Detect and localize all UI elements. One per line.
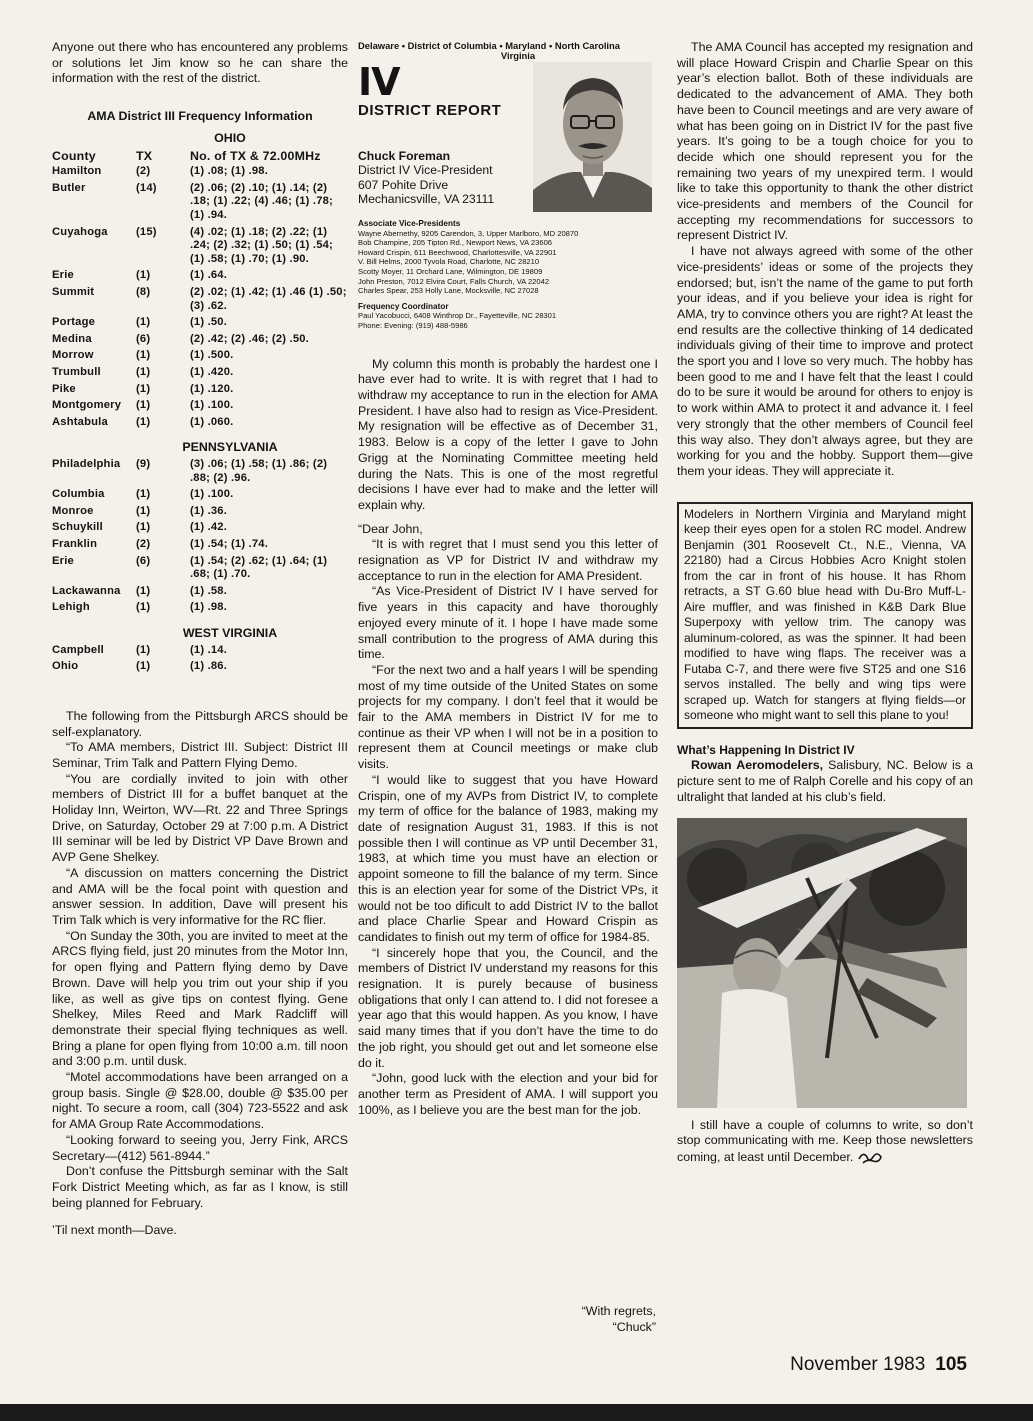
body-paragraph: “As Vice-President of District IV I have served for five years in this capacity and have thoroughly enjoyed every minute of it. I hope I have made some small contribution to the progress of AMA during this time.	[358, 584, 658, 662]
body-paragraph: The AMA Council has accepted my resignation and will place Howard Crispin and Charlie Spear on this year’s election ballot. Both of these individuals are dedicated to the advancement of AMA. They both have been to Council meetings and are very aware of what has been going on in District IV for the past five years. It’s going to be a tough choice for you to decide which one should represent you for the remaining two years of my unexpired term. I would like to take this opportunity to thank the other district vice-presidents and members of the Council for accepting my recommendations for successors to represent District IV.	[677, 40, 973, 243]
cell-tx: (14)	[136, 181, 157, 194]
table-row	[52, 458, 348, 488]
associate-vp-line: Charles Spear, 253 Holly Lane, Mocksville, NC 27028	[358, 286, 539, 296]
cell-tx: (8)	[136, 285, 151, 298]
table-header-row	[52, 149, 348, 166]
associate-vp-line: Bob Champine, 205 Tipton Rd., Newport News, VA 23606	[358, 238, 553, 248]
pennsylvania-rows	[52, 458, 348, 618]
happening-heading: What’s Happening In District IV	[677, 742, 855, 757]
cell-tx: (1)	[136, 365, 151, 378]
cell-num: (1) .420.	[190, 365, 234, 378]
cell-tx: (6)	[136, 554, 151, 567]
header-tx: TX	[136, 148, 153, 163]
cell-tx: (1)	[136, 316, 151, 329]
associate-vp-line: V. Bill Helms, 2000 Tyvola Road, Charlotte, NC 28210	[358, 257, 540, 267]
closing-paragraph	[677, 1118, 973, 1166]
cell-num: (1) .100.	[190, 488, 234, 501]
intro-paragraph: Anyone out there who has encountered any problems or solutions let Jim know so he can share the information with the rest of the district.	[52, 40, 348, 86]
table-row	[52, 349, 348, 366]
cell-tx: (1)	[136, 349, 151, 362]
cell-tx: (1)	[136, 504, 151, 517]
cell-tx: (1)	[136, 269, 151, 282]
body-paragraph: The following from the Pittsburgh ARCS should be self-explanatory.	[52, 708, 348, 739]
page-footer	[790, 1354, 967, 1376]
signature-flourish-icon	[857, 1149, 883, 1165]
frequency-title: AMA District III Frequency Information	[87, 109, 313, 124]
cell-num: (1) .98.	[190, 601, 228, 614]
table-row	[52, 521, 348, 538]
vp-name: Chuck Foreman	[358, 148, 451, 163]
happening-paragraph	[677, 758, 973, 805]
table-row	[52, 488, 348, 505]
closing-text: I still have a couple of columns to write, so don’t stop communicating with me. Keep those newsletters coming, at least until December.	[677, 1117, 973, 1164]
cell-county: Portage	[52, 316, 96, 329]
cell-county: Campbell	[52, 643, 104, 656]
associate-vps-heading: Associate Vice-Presidents	[358, 219, 461, 229]
cell-county: Hamilton	[52, 165, 102, 178]
cell-county: Butler	[52, 181, 86, 194]
body-paragraph: Don’t confuse the Pittsburgh seminar with the Salt Fork District Meeting which, as far as I know, is still being planned for February.	[52, 1164, 348, 1210]
cell-county: Columbia	[52, 488, 105, 501]
cell-num: (1) .86.	[190, 660, 228, 673]
table-row	[52, 286, 348, 316]
cell-tx: (2)	[136, 537, 151, 550]
cell-num: (1) .54; (2) .62; (1) .64; (1) .68; (1) .70.	[190, 554, 328, 581]
cell-num: (1) .36.	[190, 504, 228, 517]
body-paragraph: “Looking forward to seeing you, Jerry Fink, ARCS Secretary—(412) 561-8944.”	[52, 1132, 348, 1163]
body-paragraph: “Motel accommodations have been arranged on a group basis. Single @ $28.00, double @ $35.00 per night. To secure a room, call (304) 723-5522 and ask for AMA Group Rate Accommodations.	[52, 1070, 348, 1132]
vp-title: District IV Vice-President	[358, 163, 493, 178]
cell-num: (1) .08; (1) .98.	[190, 165, 269, 178]
west-virginia-rows	[52, 644, 348, 677]
body-paragraph: “To AMA members, District III. Subject: District III Seminar, Trim Talk and Pattern Flying Demo.	[52, 740, 348, 770]
table-row	[52, 538, 348, 555]
frequency-table-ohio	[52, 149, 348, 433]
cell-num: (4) .02; (1) .18; (2) .22; (1) .24; (2) .32; (1) .50; (1) .54; (1) .58; (1) .70; (1) .90.	[190, 225, 333, 265]
cell-num: (1) .42.	[190, 521, 228, 534]
cell-county: Monroe	[52, 504, 94, 517]
cell-county: Erie	[52, 269, 74, 282]
body-paragraph: “On Sunday the 30th, you are invited to meet at the ARCS flying field, just 20 minutes from the Motor Inn, for open flying and Pattern flying demo by Dave Brown. Dave will help you trim out your ship if you like, as well as give tips on contest flying. Gene Shelkey, Miles Reed and Mark Radcliff will demonstrate their special flying techniques as well. Bring a plane for open flying from 10:00 a.m. till noon and 3:00 p.m. until dusk.	[52, 928, 348, 1069]
cell-tx: (1)	[136, 399, 151, 412]
district-numeral: IV	[358, 60, 400, 104]
table-row	[52, 165, 348, 182]
cell-tx: (15)	[136, 225, 157, 238]
ohio-rows	[52, 165, 348, 432]
table-row	[52, 585, 348, 602]
cell-county: Trumbull	[52, 365, 101, 378]
frequency-coordinator-line: Paul Yacobucci, 6408 Winthrop Dr., Fayetteville, NC 28301	[358, 311, 557, 321]
table-row	[52, 383, 348, 400]
table-row	[52, 644, 348, 661]
vp-portrait-photo	[533, 62, 652, 212]
body-paragraph: “I sincerely hope that you, the Council, and the members of District IV understand my reasons for this resignation. It is purely because of business obligations that only I can attend to. I did not foresee a year ago that this would happen. As you know, I have said many times that if you don’t have the time to do the job right, you should get out and let someone else do it.	[358, 945, 658, 1070]
header-county: County	[52, 148, 96, 163]
cell-tx: (2)	[136, 165, 151, 178]
signoff-line: “Chuck”	[612, 1319, 656, 1334]
vp-address-line: Mechanicsville, VA 23111	[358, 192, 495, 207]
body-paragraph: “John, good luck with the election and your bid for another term as President of AMA. I will support you 100%, as I believe you are the best man for the job.	[358, 1071, 658, 1117]
associate-vp-line: Wayne Abernethy, 9205 Carendon, 3, Upper Marlboro, MD 20870	[358, 228, 579, 238]
associate-vp-line: John Preston, 7012 Elvira Court, Falls Church, VA 22042	[358, 276, 550, 286]
cell-county: Morrow	[52, 349, 94, 362]
page-number: 105	[935, 1354, 967, 1375]
letter-salutation: “Dear John,	[358, 521, 423, 536]
closing-line: ’Til next month—Dave.	[52, 1223, 177, 1238]
body-paragraph: “For the next two and a half years I will be spending most of my time outside of the United States on some projects for my company. I don’t feel that it would be fair to the AMA members in District IV for me to continue as their VP when I will not be in a position to represent them at Council meetings or make club visits.	[358, 662, 658, 772]
vp-address-line: 607 Pohite Drive	[358, 177, 449, 192]
column-3	[677, 40, 973, 1166]
cell-county: Philadelphia	[52, 458, 121, 471]
cell-num: (1) .14.	[190, 643, 228, 656]
cell-num: (1) .060.	[190, 415, 234, 428]
cell-tx: (1)	[136, 643, 151, 656]
associate-vp-line: Scotty Moyer, 11 Orchard Lane, Wilmington, DE 19809	[358, 267, 543, 277]
cell-county: Summit	[52, 285, 95, 298]
letter-signoff	[556, 1304, 656, 1335]
table-row	[52, 601, 348, 618]
table-row	[52, 505, 348, 522]
frequency-table-pennsylvania	[52, 458, 348, 618]
cell-num: (1) .500.	[190, 349, 234, 362]
cell-num: (1) .64.	[190, 269, 228, 282]
frequency-coordinator-heading: Frequency Coordinator	[358, 301, 449, 311]
cell-county: Lackawanna	[52, 584, 121, 597]
cell-num: (1) .120.	[190, 382, 234, 395]
cell-tx: (1)	[136, 584, 151, 597]
table-row	[52, 316, 348, 333]
body-paragraph: “I would like to suggest that you have Howard Crispin, one of my AVPs from District IV, to complete my term of office for the balance of 1983, making my date of resignation August 31, 1983. If this is not possible then I will continue as VP until December 31, 1983, at which time you must have an election or appoint someone to fill the balance of my term. Since this is an election year for some of the District VPs, it would not be too dificult to add District IV to the ballot and place Charlie Spear and Howard Crispin as candidates to finish out my term of office for 1984-85.	[358, 772, 658, 944]
column-2	[358, 40, 658, 1118]
table-row	[52, 269, 348, 286]
body-paragraph: “A discussion on matters concerning the District and AMA will be the focal point with question and answer session. In addition, Dave will present his Trim Talk which is very informative for the RC flier.	[52, 865, 348, 927]
district-states-line: Delaware • District of Columbia • Maryland • North Carolina	[358, 40, 620, 51]
cell-county: Franklin	[52, 537, 98, 550]
table-row	[52, 555, 348, 585]
cell-county: Medina	[52, 332, 92, 345]
signoff-line: “With regrets,	[581, 1304, 656, 1318]
cell-tx: (1)	[136, 660, 151, 673]
table-row	[52, 416, 348, 433]
cell-county: Ashtabula	[52, 415, 108, 428]
frequency-coordinator-line: Phone: Evening: (919) 488-5986	[358, 321, 468, 331]
cell-num: (2) .02; (1) .42; (1) .46 (1) .50; (3) .62.	[190, 285, 347, 312]
resignation-article	[358, 357, 658, 1119]
scan-edge-band	[0, 1404, 1033, 1421]
district-states-line-2: Virginia	[500, 50, 536, 61]
club-name: Rowan Aeromodelers,	[691, 758, 824, 773]
body-paragraph: I have not always agreed with some of the other vice-presidents’ ideas or some of the projects they endorsed; but, isn’t the name of the game to put forth your ideas, and if you believe your idea is right for AMA, try to convince others you are right? At least the end results are the collective thinking of 14 dedicated individuals giving of their time to improve and protect the sport you and I love so very much. The hobby has been good to me and I have felt that the least I could do to be sure it would be around for others to enjoy is to work within AMA to protect it and advance it. I feel very strongly that the other members of Council feel this way also. They don’t always agree, but they are working for you and the hobby. Support them—give them your ideas. They will appreciate it.	[677, 244, 973, 478]
body-paragraph: “You are cordially invited to join with other members of District III for a buffet banquet at the Holiday Inn, Weirton, WV—Rt. 22 and Three Springs Drive, on Saturday, October 29 at 7:00 p.m. A District III seminar will be led by District VP Dave Brown and AVP Gene Shelkey.	[52, 771, 348, 865]
frequency-table-west-virginia	[52, 644, 348, 677]
section-title: DISTRICT REPORT	[358, 102, 502, 119]
stolen-model-notice	[677, 502, 973, 729]
cell-num: (1) .100.	[190, 399, 234, 412]
cell-county: Ohio	[52, 660, 79, 673]
cell-county: Montgomery	[52, 399, 122, 412]
state-heading-ohio: OHIO	[214, 130, 246, 145]
cell-tx: (1)	[136, 488, 151, 501]
body-paragraph: My column this month is probably the hardest one I have ever had to write. It is with regret that I had to withdraw my acceptance to run in the election for AMA President. I have also had to resign as Vice-President. My resignation will be effective as of December 31, 1983. Below is a copy of the letter I gave to John Grigg at the Nominating Committee meeting held during the Nats. This is one of the most regretful decisions I have ever had to make and the letter will explain why.	[358, 356, 658, 512]
state-heading-pennsylvania: PENNSYLVANIA	[182, 440, 278, 455]
associate-vps	[358, 219, 658, 331]
cell-num: (2) .06; (2) .10; (1) .14; (2) .18; (1) .22; (4) .46; (1) .78; (1) .94.	[190, 181, 333, 221]
table-row	[52, 366, 348, 383]
cell-num: (3) .06; (1) .58; (1) .86; (2) .88; (2) .96.	[190, 458, 328, 484]
cell-tx: (9)	[136, 458, 151, 471]
cell-tx: (6)	[136, 332, 151, 345]
cell-county: Cuyahoga	[52, 225, 108, 238]
cell-county: Lehigh	[52, 601, 90, 614]
state-heading-west-virginia: WEST VIRGINIA	[182, 625, 278, 640]
cell-county: Pike	[52, 382, 76, 395]
cell-num: (2) .42; (2) .46; (2) .50.	[190, 332, 309, 345]
cell-tx: (1)	[136, 382, 151, 395]
cell-county: Schuykill	[52, 521, 103, 534]
cell-num: (1) .54; (1) .74.	[190, 537, 269, 550]
table-row	[52, 226, 348, 270]
ultralight-photo	[677, 818, 967, 1108]
header-num: No. of TX & 72.00MHz	[190, 148, 321, 163]
cell-num: (1) .58.	[190, 584, 228, 597]
body-paragraph: “It is with regret that I must send you this letter of resignation as VP for District IV and withdraw my acceptance to run in the election for AMA President.	[358, 537, 658, 583]
cell-num: (1) .50.	[190, 316, 228, 329]
cell-tx: (1)	[136, 601, 151, 614]
happening-text: Salisbury, NC. Below is a picture sent to me of Ralph Corelle and his copy of an ultralight that landed at his club’s field.	[677, 758, 973, 804]
table-row	[52, 182, 348, 226]
associate-vp-line: Howard Crispin, 611 Beechwood, Charlottesville, VA 22901	[358, 247, 557, 257]
cell-county: Erie	[52, 554, 74, 567]
cell-tx: (1)	[136, 415, 151, 428]
table-row	[52, 399, 348, 416]
notice-text: Modelers in Northern Virginia and Maryland might keep their eyes open for a stolen RC model. Andrew Benjamin (301 Roosevelt Ct., N.E., Vienna, VA 22180) had a Circus Hobbies Acro Knight stolen from the car in front of his house. It has Rhom retracts, a ST G.60 blue head with Du-Bro Muff-L-Aire muffler, and was finished in K&B Dark Blue Superpoxy with yellow trim. The canopy was aluminum-colored, as was the spinner. It had been modified to have wing flaps. The receiver was a Futaba C-7, and there were five ST25 and one S16 servos installed. The belly and wing tips were scraped up. Watch for stangers at flying fields—or someone who might want to sell this plane to you!	[684, 506, 966, 723]
cell-tx: (1)	[136, 521, 151, 534]
table-row	[52, 333, 348, 350]
table-row	[52, 660, 348, 677]
issue-date: November 1983	[790, 1354, 926, 1375]
column-1	[52, 40, 348, 1239]
